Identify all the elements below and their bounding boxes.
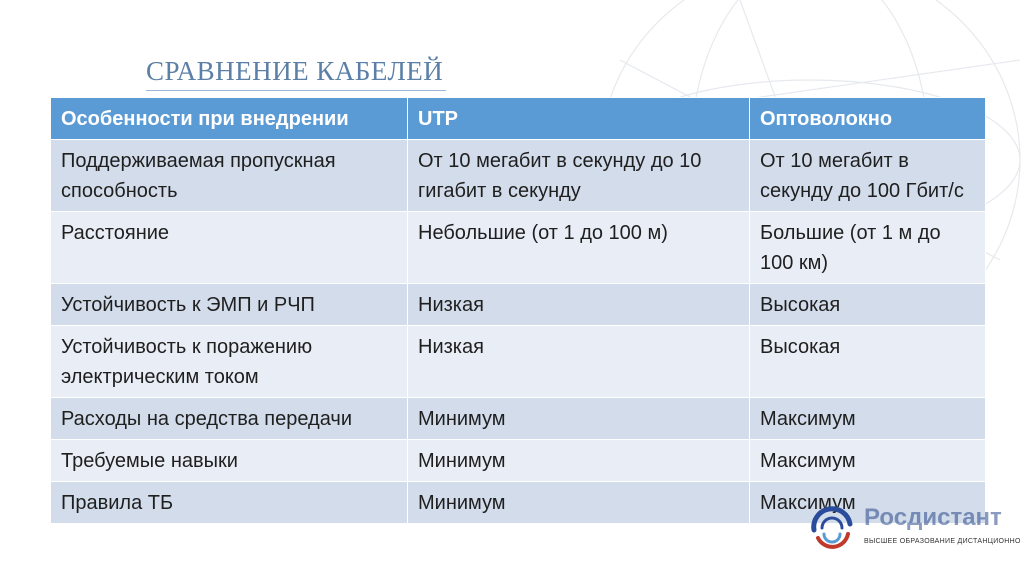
fiber-cell: Максимум bbox=[750, 440, 986, 482]
swirl-logo-icon bbox=[806, 500, 858, 556]
comparison-table bbox=[50, 97, 986, 524]
slide-title: СРАВНЕНИЕ КАБЕЛЕЙ bbox=[146, 56, 444, 86]
utp-cell: Минимум bbox=[408, 398, 750, 440]
table-row bbox=[51, 284, 986, 326]
fiber-cell: Высокая bbox=[750, 326, 986, 398]
logo-subtitle: ВЫСШЕЕ ОБРАЗОВАНИЕ ДИСТАНЦИОННО bbox=[864, 538, 1021, 545]
utp-cell: Небольшие (от 1 до 100 м) bbox=[408, 212, 750, 284]
header-features: Особенности при внедрении bbox=[51, 98, 408, 140]
table-row bbox=[51, 326, 986, 398]
table-row bbox=[51, 140, 986, 212]
utp-cell: Минимум bbox=[408, 482, 750, 524]
title-underline bbox=[146, 90, 446, 91]
table-header-row bbox=[51, 98, 986, 140]
fiber-cell: От 10 мегабит в секунду до 100 Гбит/с bbox=[750, 140, 986, 212]
feature-cell: Поддерживаемая пропускная способность bbox=[51, 140, 408, 212]
feature-cell: Устойчивость к ЭМП и РЧП bbox=[51, 284, 408, 326]
utp-cell: От 10 мегабит в секунду до 10 гигабит в секунду bbox=[408, 140, 750, 212]
feature-cell: Расходы на средства передачи bbox=[51, 398, 408, 440]
header-utp: UTP bbox=[408, 98, 750, 140]
feature-cell: Требуемые навыки bbox=[51, 440, 408, 482]
fiber-cell: Высокая bbox=[750, 284, 986, 326]
utp-cell: Низкая bbox=[408, 284, 750, 326]
fiber-cell: Максимум bbox=[750, 398, 986, 440]
utp-cell: Минимум bbox=[408, 440, 750, 482]
feature-cell: Правила ТБ bbox=[51, 482, 408, 524]
table-row bbox=[51, 440, 986, 482]
fiber-cell: Максимум bbox=[750, 482, 986, 524]
table-row bbox=[51, 398, 986, 440]
feature-cell: Устойчивость к поражению электрическим током bbox=[51, 326, 408, 398]
fiber-cell: Большие (от 1 м до 100 км) bbox=[750, 212, 986, 284]
logo-name: Росдистант bbox=[864, 504, 1002, 531]
table-row bbox=[51, 212, 986, 284]
rosdistant-logo bbox=[806, 500, 1021, 560]
feature-cell: Расстояние bbox=[51, 212, 408, 284]
utp-cell: Низкая bbox=[408, 326, 750, 398]
header-fiber: Оптоволокно bbox=[750, 98, 986, 140]
